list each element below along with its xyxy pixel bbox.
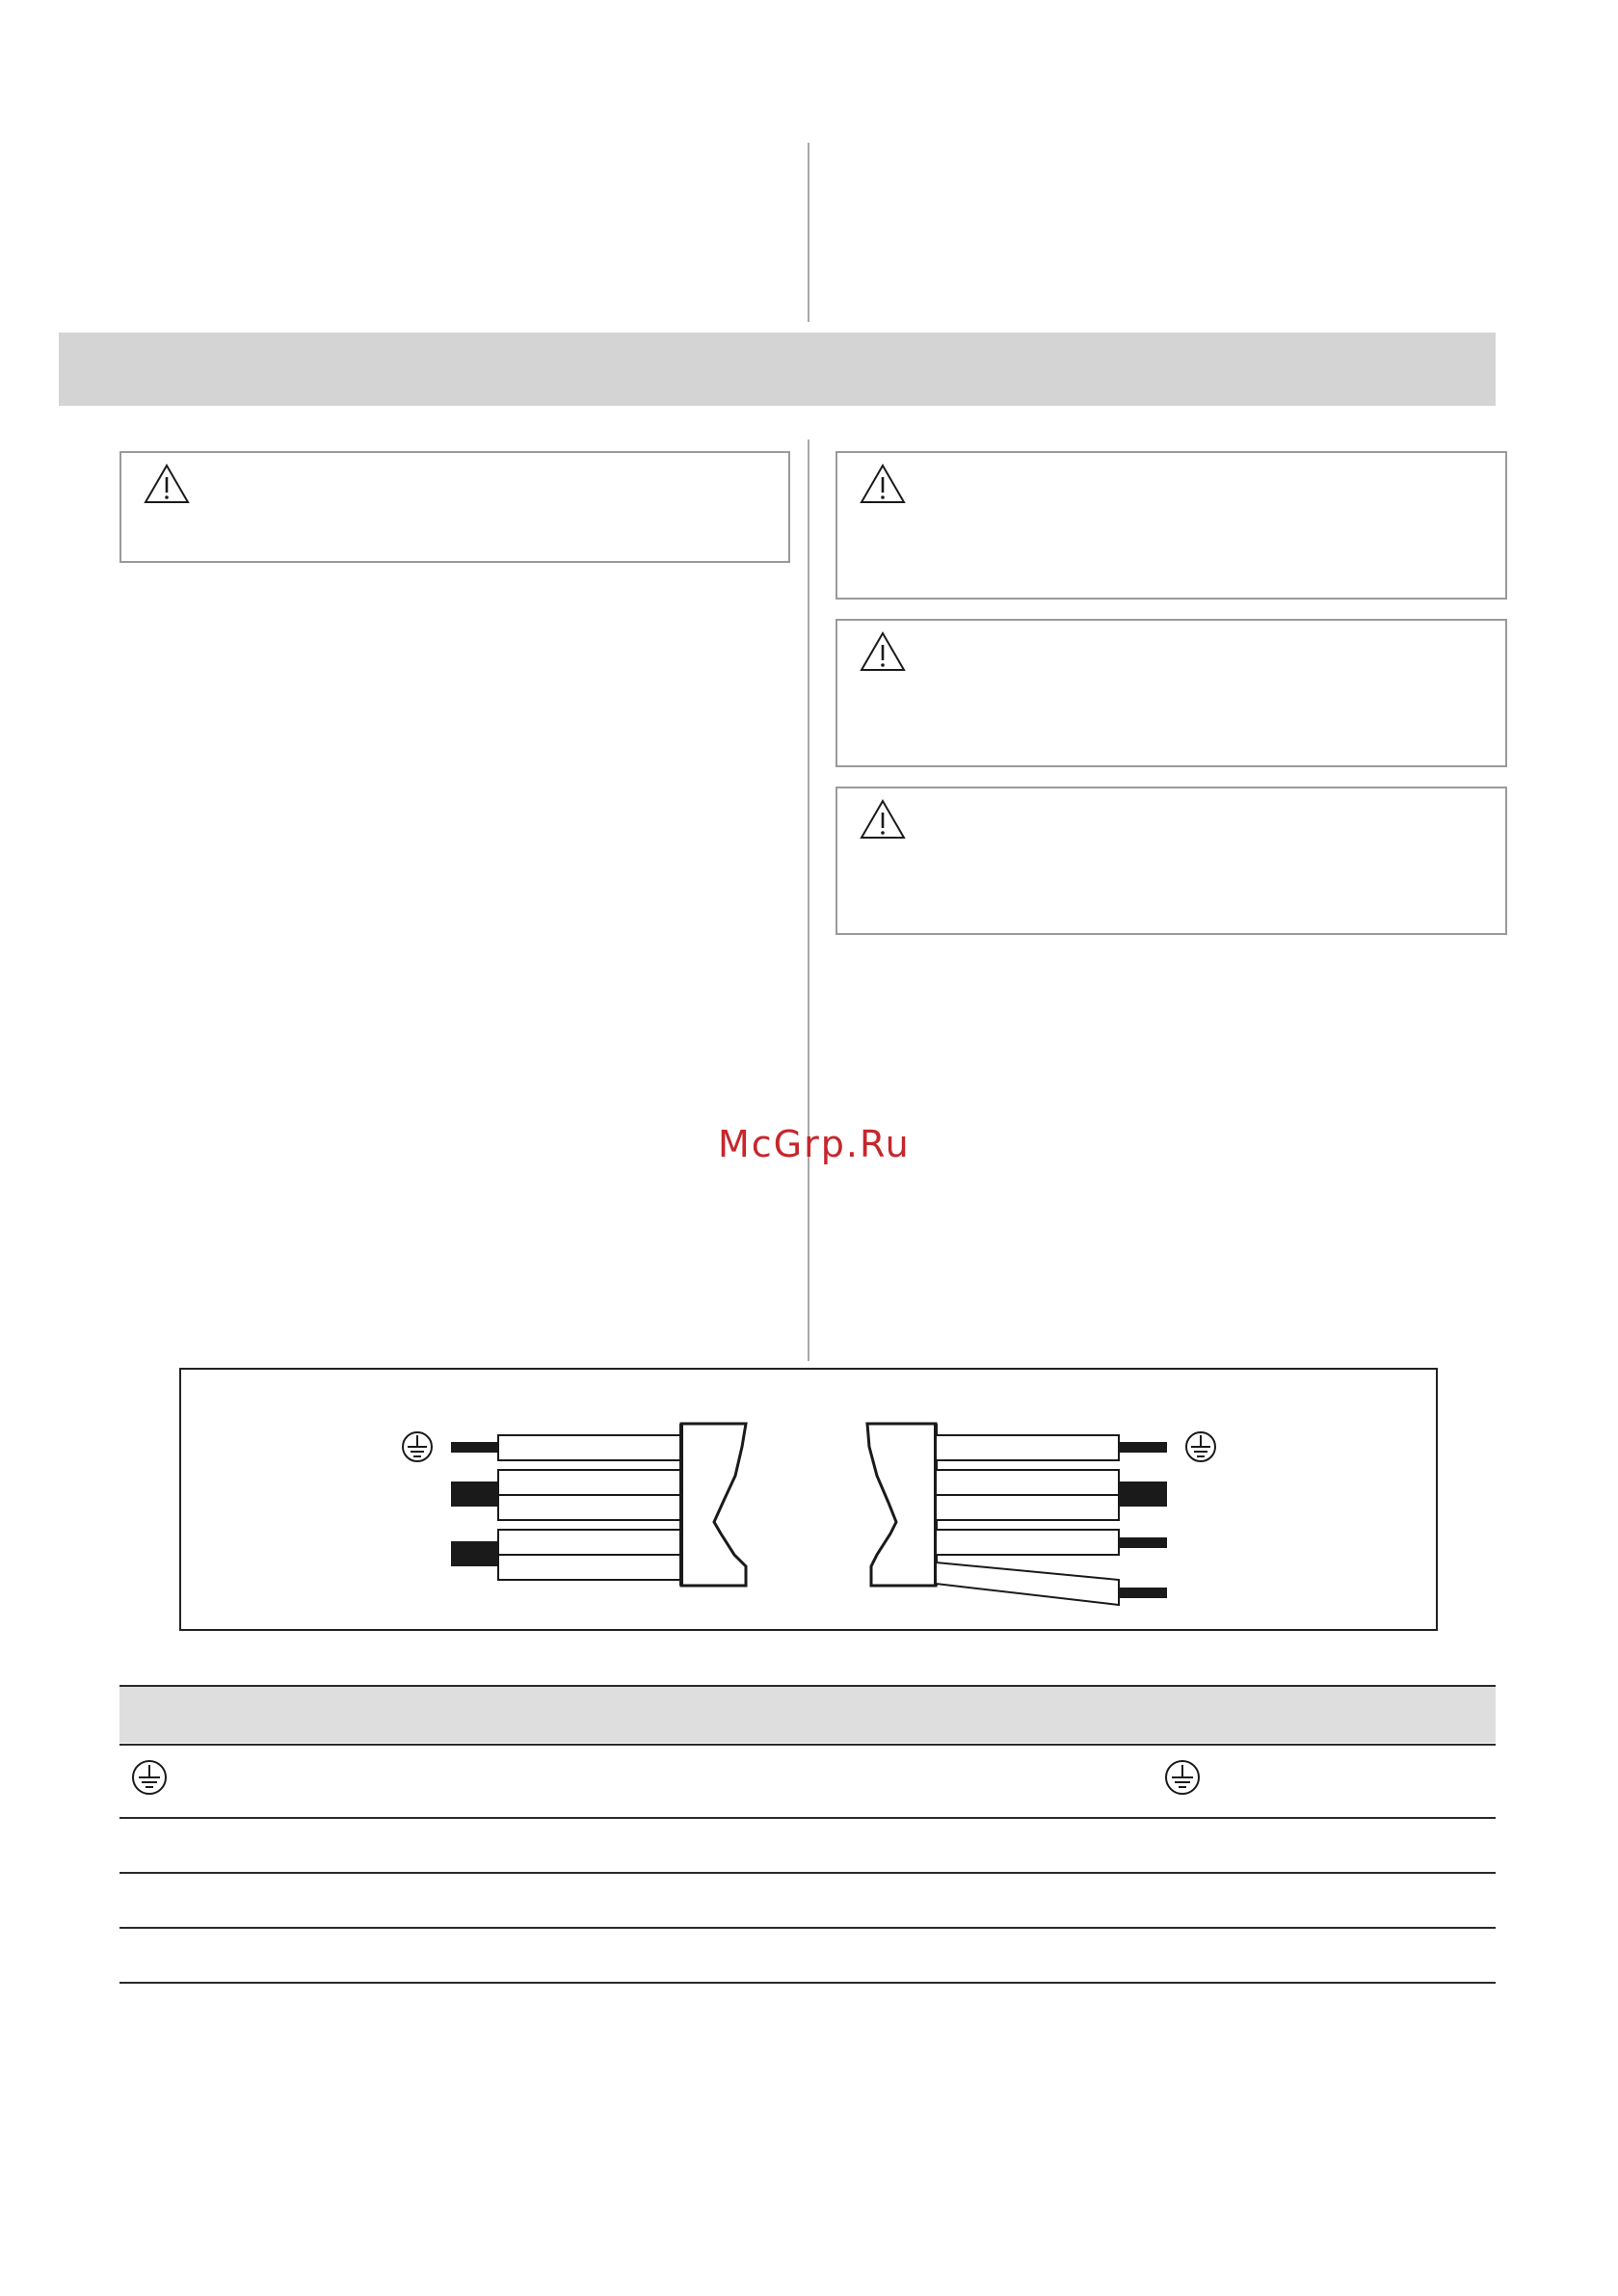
warning-box-right-3 [836, 787, 1507, 935]
right-connector [867, 1424, 1215, 1605]
warning-triangle-icon [859, 630, 907, 673]
column-divider-top [808, 143, 809, 322]
warning-triangle-icon [859, 798, 907, 841]
table-rule [119, 1982, 1496, 1984]
warning-triangle-icon [859, 463, 907, 505]
protective-earth-icon [130, 1758, 169, 1797]
watermark-text: McGrp.Ru [718, 1123, 911, 1165]
table-header-row [119, 1685, 1496, 1743]
section-heading-band [59, 333, 1496, 406]
table-rule [119, 1744, 1496, 1746]
protective-earth-icon [403, 1432, 432, 1461]
warning-triangle-icon [143, 463, 191, 505]
warning-box-right-1 [836, 451, 1507, 600]
table-rule [119, 1872, 1496, 1874]
protective-earth-icon [1186, 1432, 1215, 1461]
warning-box-right-2 [836, 619, 1507, 767]
wiring-diagram-drawing [181, 1370, 1436, 1629]
table-rule [119, 1927, 1496, 1929]
wiring-diagram [179, 1368, 1438, 1631]
column-divider-main [808, 440, 809, 1361]
protective-earth-icon [1163, 1758, 1202, 1797]
warning-box-left [119, 451, 790, 563]
left-connector [403, 1424, 746, 1586]
table-rule [119, 1817, 1496, 1819]
